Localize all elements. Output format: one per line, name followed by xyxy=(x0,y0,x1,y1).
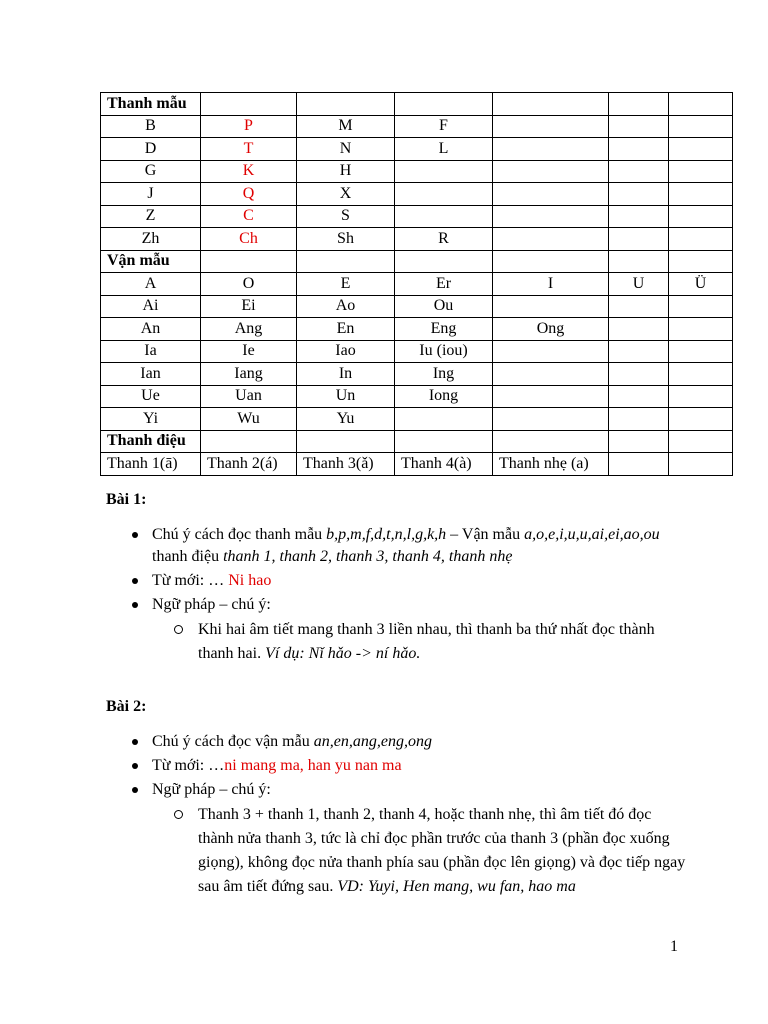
table-cell xyxy=(609,363,669,386)
table-cell: Zh xyxy=(101,228,201,251)
table-cell: M xyxy=(297,115,395,138)
table-cell: Iu (iou) xyxy=(395,340,493,363)
table-cell xyxy=(493,340,609,363)
table-cell xyxy=(395,183,493,206)
table-cell: U xyxy=(609,273,669,296)
table-cell xyxy=(669,385,733,408)
table-cell: E xyxy=(297,273,395,296)
list-item: Thanh 3 + thanh 1, thanh 2, thanh 4, hoặc thanh nhẹ, thì âm tiết đó đọc thành nửa thanh 3, tức là chỉ đọc phần trước của thanh 3 (phần đọc xuống giọng), không đọc nửa thanh phía sau (phần đọc lên giọng) và đọc tiếp ngay sau âm tiết đứng sau. VD: Yuyi, Hen mang, wu fan, hao ma xyxy=(152,803,686,899)
table-cell xyxy=(493,205,609,228)
table-cell xyxy=(669,205,733,228)
table-cell xyxy=(395,430,493,453)
table-cell xyxy=(609,183,669,206)
table-cell xyxy=(493,408,609,431)
table-cell xyxy=(609,340,669,363)
table-row xyxy=(101,363,733,386)
table-cell xyxy=(669,430,733,453)
list-item: Từ mới: …ni mang ma, han yu nan ma xyxy=(126,755,686,777)
table-cell: Er xyxy=(395,273,493,296)
table-cell xyxy=(609,160,669,183)
table-cell: Ch xyxy=(201,228,297,251)
lesson1-list xyxy=(126,524,686,668)
table-cell xyxy=(493,228,609,251)
table-row xyxy=(101,318,733,341)
table-cell xyxy=(493,250,609,273)
table-cell xyxy=(493,295,609,318)
table-cell xyxy=(493,115,609,138)
table-cell: S xyxy=(297,205,395,228)
table-cell: Iong xyxy=(395,385,493,408)
table-cell xyxy=(669,138,733,161)
table-cell xyxy=(609,430,669,453)
table-cell xyxy=(493,183,609,206)
table-cell: H xyxy=(297,160,395,183)
table-cell: Ei xyxy=(201,295,297,318)
table-cell xyxy=(609,115,669,138)
table-cell xyxy=(201,250,297,273)
table-cell: J xyxy=(101,183,201,206)
lesson2-sublist xyxy=(152,803,686,899)
table-section-heading: Thanh điệu xyxy=(101,430,201,453)
table-cell: Ie xyxy=(201,340,297,363)
table-cell: Thanh 3(ǎ) xyxy=(297,453,395,476)
table-cell: G xyxy=(101,160,201,183)
table-cell xyxy=(669,160,733,183)
table-cell xyxy=(493,430,609,453)
table-cell: Iang xyxy=(201,363,297,386)
lesson2-title: Bài 2: xyxy=(106,698,147,715)
table-cell: F xyxy=(395,115,493,138)
table-section-row xyxy=(101,250,733,273)
table-cell xyxy=(669,408,733,431)
table-row xyxy=(101,453,733,476)
table-cell: Ang xyxy=(201,318,297,341)
table-cell: Yu xyxy=(297,408,395,431)
table-cell: A xyxy=(101,273,201,296)
table-cell: X xyxy=(297,183,395,206)
table-cell xyxy=(669,363,733,386)
table-cell: Yi xyxy=(101,408,201,431)
table-cell: Thanh 4(à) xyxy=(395,453,493,476)
table-row xyxy=(101,183,733,206)
list-item: Chú ý cách đọc thanh mẫu b,p,m,f,d,t,n,l,g,k,h – Vận mẫu a,o,e,i,u,u,ai,ei,ao,ou thanh điệu thanh 1, thanh 2, thanh 3, thanh 4, thanh nhẹ xyxy=(126,524,686,568)
table-cell xyxy=(609,205,669,228)
table-cell xyxy=(669,453,733,476)
table-cell xyxy=(609,138,669,161)
table-cell: O xyxy=(201,273,297,296)
table-cell: Z xyxy=(101,205,201,228)
table-row xyxy=(101,205,733,228)
table-cell: Ong xyxy=(493,318,609,341)
table-cell xyxy=(609,228,669,251)
table-cell xyxy=(395,205,493,228)
list-item: Khi hai âm tiết mang thanh 3 liền nhau, thì thanh ba thứ nhất đọc thành thanh hai. Ví dụ: Nǐ hǎo -> ní hǎo. xyxy=(152,618,686,666)
table-row xyxy=(101,295,733,318)
table-cell xyxy=(669,295,733,318)
table-cell: T xyxy=(201,138,297,161)
table-row xyxy=(101,408,733,431)
table-row xyxy=(101,340,733,363)
table-cell: Wu xyxy=(201,408,297,431)
pinyin-table-body xyxy=(101,93,733,476)
table-cell xyxy=(609,250,669,273)
table-cell xyxy=(493,160,609,183)
table-cell xyxy=(297,250,395,273)
table-row xyxy=(101,115,733,138)
list-item: Từ mới: … Ni hao xyxy=(126,570,686,592)
table-cell: Ü xyxy=(669,273,733,296)
table-cell: Un xyxy=(297,385,395,408)
table-cell: En xyxy=(297,318,395,341)
table-cell xyxy=(609,318,669,341)
table-cell: Sh xyxy=(297,228,395,251)
table-cell: Ao xyxy=(297,295,395,318)
lesson1-title: Bài 1: xyxy=(106,491,147,508)
table-cell: An xyxy=(101,318,201,341)
table-section-row xyxy=(101,430,733,453)
table-cell xyxy=(669,228,733,251)
table-cell: Uan xyxy=(201,385,297,408)
table-cell: K xyxy=(201,160,297,183)
table-cell xyxy=(493,138,609,161)
table-cell xyxy=(395,250,493,273)
pinyin-table xyxy=(100,92,733,476)
table-cell: Thanh 1(ā) xyxy=(101,453,201,476)
table-cell: Thanh 2(á) xyxy=(201,453,297,476)
table-cell xyxy=(609,93,669,116)
table-cell: C xyxy=(201,205,297,228)
table-cell: N xyxy=(297,138,395,161)
table-cell xyxy=(669,340,733,363)
table-cell: Ai xyxy=(101,295,201,318)
table-cell: Ou xyxy=(395,295,493,318)
table-cell: Iao xyxy=(297,340,395,363)
table-cell: Ing xyxy=(395,363,493,386)
table-cell: Ue xyxy=(101,385,201,408)
table-row xyxy=(101,385,733,408)
table-cell: P xyxy=(201,115,297,138)
table-cell: Thanh nhẹ (a) xyxy=(493,453,609,476)
table-cell xyxy=(493,363,609,386)
table-cell xyxy=(669,250,733,273)
table-row xyxy=(101,273,733,296)
table-cell xyxy=(493,385,609,408)
table-cell: I xyxy=(493,273,609,296)
table-cell: R xyxy=(395,228,493,251)
table-cell xyxy=(297,93,395,116)
list-item: Ngữ pháp – chú ý: Khi hai âm tiết mang thanh 3 liền nhau, thì thanh ba thứ nhất đọc thành thanh hai. Ví dụ: Nǐ hǎo -> ní hǎo. xyxy=(126,594,686,666)
table-cell xyxy=(395,408,493,431)
table-row xyxy=(101,160,733,183)
table-cell: D xyxy=(101,138,201,161)
table-cell xyxy=(609,408,669,431)
table-cell xyxy=(669,318,733,341)
list-item: Chú ý cách đọc vận mẫu an,en,ang,eng,ong xyxy=(126,731,686,753)
page-number: 1 xyxy=(670,938,678,955)
lesson2-list xyxy=(126,731,686,901)
table-section-row xyxy=(101,93,733,116)
table-cell xyxy=(201,430,297,453)
table-cell xyxy=(493,93,609,116)
table-section-heading: Thanh mẫu xyxy=(101,93,201,116)
table-cell xyxy=(395,93,493,116)
table-cell: Ian xyxy=(101,363,201,386)
table-cell xyxy=(609,453,669,476)
table-cell xyxy=(669,93,733,116)
table-cell xyxy=(297,430,395,453)
table-cell xyxy=(201,93,297,116)
table-cell xyxy=(395,160,493,183)
table-row xyxy=(101,138,733,161)
table-cell xyxy=(669,115,733,138)
table-section-heading: Vận mẫu xyxy=(101,250,201,273)
table-cell xyxy=(669,183,733,206)
table-cell: Eng xyxy=(395,318,493,341)
lesson1-sublist xyxy=(152,618,686,666)
table-cell xyxy=(609,295,669,318)
table-cell: L xyxy=(395,138,493,161)
table-cell xyxy=(609,385,669,408)
list-item: Ngữ pháp – chú ý: Thanh 3 + thanh 1, thanh 2, thanh 4, hoặc thanh nhẹ, thì âm tiết đó đọc thành nửa thanh 3, tức là chỉ đọc phần trước của thanh 3 (phần đọc xuống giọng), không đọc nửa thanh phía sau (phần đọc lên giọng) và đọc tiếp ngay sau âm tiết đứng sau. VD: Yuyi, Hen mang, wu fan, hao ma xyxy=(126,779,686,899)
table-cell: B xyxy=(101,115,201,138)
table-cell: Ia xyxy=(101,340,201,363)
table-cell: Q xyxy=(201,183,297,206)
table-row xyxy=(101,228,733,251)
table-cell: In xyxy=(297,363,395,386)
